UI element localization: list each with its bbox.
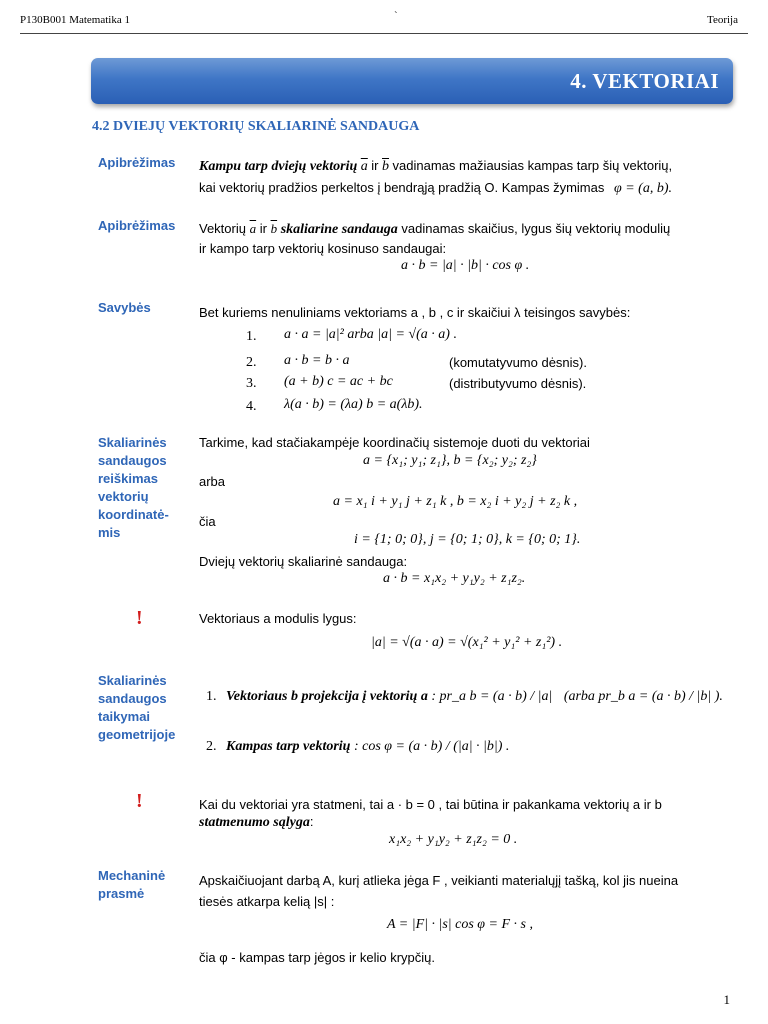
label-definition-1: Apibrėžimas <box>98 155 176 170</box>
vec-b: $\overline{b}$ <box>270 221 278 236</box>
mech-note: čia φ - kampas tarp jėgos ir kelio krypčių. <box>199 950 436 965</box>
props-intro: Bet kuriems nenuliniams vektoriams a , b , c ir skaičiui λ teisingos savybės: <box>199 305 631 320</box>
vec-a: $\overline{a}$ <box>249 221 257 236</box>
modulus-text: Vektoriaus a modulis lygus: <box>199 611 357 626</box>
angle-notation: φ = (a, b). <box>613 181 672 196</box>
vec-a: $\overline{a}$ <box>360 159 368 174</box>
chapter-banner <box>91 58 733 104</box>
def2-rest: vadinamas skaičius, lygus šių vektorių modulių <box>401 221 671 236</box>
app-1 <box>206 688 723 706</box>
word-ir: ir <box>371 158 379 173</box>
coords-intro: Tarkime, kad stačiakampėje koordinačių sistemoje duoti du vektoriai <box>199 435 590 450</box>
label-line: vektorių <box>98 489 149 504</box>
def1-rest: vadinamas mažiausias kampas tarp šių vektorių, <box>392 158 673 173</box>
orth-line2 <box>199 813 313 832</box>
projection-alt-formula: (arba pr_b a = (a · b) / |b| ). <box>563 689 723 704</box>
label-coordinates <box>98 434 169 542</box>
def1-line2-text: kai vektorių pradžios perkeltos į bendrąją pradžią O. Kampas žymimas <box>199 180 605 195</box>
mech-line2: tiesės atkarpa kelią |s| : <box>199 894 335 909</box>
label-line: taikymai <box>98 709 151 724</box>
prop-2-formula: a · b = b · a <box>284 353 350 368</box>
coords-formula-4: a · b = x₁x₂ + y₁y₂ + z₁z₂. <box>383 571 526 586</box>
label-mechanical <box>98 867 165 903</box>
label-line: sandaugos <box>98 691 167 706</box>
prop-4-num: 4. <box>246 399 257 414</box>
chapter-title: 4. VEKTORIAI <box>570 69 719 93</box>
exclamation-icon: ! <box>136 607 143 629</box>
app-1-title: Vektoriaus b projekcija į vektorių a <box>226 689 428 704</box>
label-line: Skaliarinės <box>98 673 167 688</box>
prop-3-formula: (a + b) c = ac + bc <box>284 374 393 389</box>
projection-formula: : pr_a b = (a · b) / |a| <box>431 689 553 704</box>
mech-line1: Apskaičiuojant darbą A, kurį atlieka jėga F , veikianti materialųjį tašką, kol jis nueina <box>199 873 679 888</box>
prop-3-note: (distributyvumo dėsnis). <box>449 376 587 391</box>
exclamation-icon: ! <box>136 790 143 812</box>
prop-3-num: 3. <box>246 376 257 391</box>
label-line: mis <box>98 525 121 540</box>
label-line: koordinatė- <box>98 507 169 522</box>
app-2 <box>206 738 509 756</box>
label-properties: Savybės <box>98 300 151 315</box>
header-mark: ` <box>394 10 398 22</box>
section-title: 4.2 DVIEJŲ VEKTORIŲ SKALIARINĖ SANDAUGA <box>92 119 420 134</box>
label-line: Mechaninė <box>98 868 166 883</box>
prop-1-num: 1. <box>246 329 257 344</box>
prop-2-num: 2. <box>246 355 257 370</box>
orth-line1: Kai du vektoriai yra statmeni, tai a · b = 0 , tai būtina ir pakankama vektorių a ir b <box>199 797 662 812</box>
coords-line: Dviejų vektorių skaliarinė sandauga: <box>199 554 408 569</box>
def2-line1 <box>199 220 670 239</box>
label-line: prasmė <box>98 886 145 901</box>
label-applications <box>98 672 175 744</box>
app-2-title: Kampas tarp vektorių <box>226 739 351 754</box>
running-header <box>20 10 748 32</box>
app-1-num: 1. <box>206 689 217 704</box>
work-formula: A = |F| · |s| cos φ = F · s , <box>387 917 533 932</box>
def1-line1 <box>199 157 672 176</box>
label-line: geometrijoje <box>98 727 176 742</box>
label-definition-2: Apibrėžimas <box>98 218 176 233</box>
prop-1-formula: a · a = |a|² arba |a| = √(a · a) . <box>284 327 457 342</box>
header-section: Teorija <box>707 14 738 26</box>
app-2-num: 2. <box>206 739 217 754</box>
dot-product-formula: a · b = |a| · |b| · cos φ . <box>401 258 530 273</box>
orth-term: statmenumo sąlyga <box>199 815 310 830</box>
colon: : <box>309 814 314 829</box>
word-ir: ir <box>259 221 267 236</box>
label-line: Skaliarinės <box>98 435 167 450</box>
course-code: P130B001 Matematika 1 <box>20 14 130 26</box>
def2-term: skaliarine sandauga <box>280 222 398 237</box>
label-line: sandaugos <box>98 453 167 468</box>
def2-line2: ir kampo tarp vektorių kosinuso sandaugai: <box>199 241 447 256</box>
angle-formula: : cos φ = (a · b) / (|a| · |b|) . <box>353 739 510 754</box>
coords-formula-2: a = x₁ i + y₁ j + z₁ k , b = x₂ i + y₂ j + z₂ k , <box>333 494 578 509</box>
prop-4-formula: λ(a · b) = (λa) b = a(λb). <box>284 397 423 412</box>
coords-formula-1: a = {x₁; y₁; z₁}, b = {x₂; y₂; z₂} <box>363 453 537 468</box>
page-number: 1 <box>723 992 730 1007</box>
header-rule <box>20 33 748 34</box>
coords-cia: čia <box>199 514 216 529</box>
label-line: reiškimas <box>98 471 158 486</box>
vec-b: $\overline{b}$ <box>382 159 390 174</box>
coords-formula-3: i = {1; 0; 0}, j = {0; 1; 0}, k = {0; 0; 1}. <box>354 532 581 547</box>
coords-arba: arba <box>199 474 226 489</box>
def1-term: Kampu tarp dviejų vektorių <box>199 159 358 174</box>
def2-word: Vektorių <box>199 221 246 236</box>
def1-line2 <box>199 179 672 198</box>
modulus-formula: |a| = √(a · a) = √(x₁² + y₁² + z₁²) . <box>371 635 563 650</box>
orth-formula: x₁x₂ + y₁y₂ + z₁z₂ = 0 . <box>389 832 518 847</box>
prop-2-note: (komutatyvumo dėsnis). <box>449 355 587 370</box>
